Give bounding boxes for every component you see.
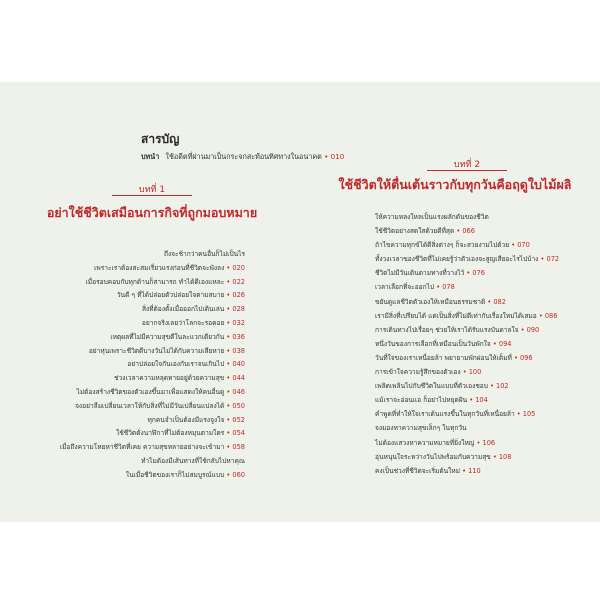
toc-entry-page: 066 [462, 227, 475, 236]
toc-entry: การเดินทางไปเรื่อยๆ ช่วยให้เราได้รับแรงบันดาลใจ • 090 [375, 325, 540, 334]
toc-entry: จงอย่าลืมเปลี่ยนเวลาให้กับสิ่งที่ไม่มีวันเปลี่ยนแปลงได้ • 050 [75, 401, 245, 410]
chapter-2-label: บทที่ 2 [453, 160, 481, 170]
toc-entry-text: วันดี ๆ ที่ได้ปล่อยตัวปล่อยใจตามสบาย [116, 291, 225, 300]
toc-entry: เรามีสิ่งที่เปรียบได้ แต่เป็นสิ่งที่ไม่ดีเท่ากับเรื่องใหม่ได้เสมอ • 086 [375, 311, 558, 320]
toc-entry-page: 036 [232, 332, 245, 341]
chapter-1-label: บทที่ 1 [138, 185, 166, 195]
toc-entry: คงเป็นช่วงที่ชีวิตจะเริ่มต้นใหม่ • 110 [375, 466, 481, 475]
toc-entry-page: 028 [232, 305, 245, 314]
toc-entry-text: การเดินทางไปเรื่อยๆ ช่วยให้เราได้รับแรงบันดาลใจ [375, 325, 519, 334]
toc-entry-page: 086 [544, 311, 558, 320]
toc-entry-text: การเข้าใจความรู้สึกของตัวเอง [375, 368, 461, 377]
toc-entry-page: 090 [526, 325, 540, 334]
toc-entry-text: อย่าปล่อยใจกันเองกับเราจนเกินไป [127, 360, 225, 369]
prologue-page: 010 [330, 152, 345, 161]
toc-entry [60, 455, 245, 469]
chapter-1-entries [60, 248, 245, 483]
toc-entry-text: เรามีสิ่งที่เปรียบได้ แต่เป็นสิ่งที่ไม่ดีเท่ากับเรื่องใหม่ได้เสมอ [375, 311, 537, 320]
toc-entry-text: อยากจริงเลยว่าโลกจะรอคอย [141, 318, 225, 327]
toc-entry-page: 058 [232, 443, 245, 452]
toc-entry-page: 050 [232, 401, 245, 410]
toc-entry: คำพูดที่ทำให้ใจเราเต้นแรงขึ้นในทุกวันที่เหนื่อยล้า • 105 [375, 410, 536, 419]
toc-entry: ขยันดูแลชีวิตตัวเองให้เหมือนธรรมชาติ • 082 [375, 297, 506, 306]
toc-entry-text: ไม่ต้องแสวงหาความหมายที่ยิ่งใหญ่ [375, 438, 475, 447]
toc-entry-page: 026 [232, 291, 245, 300]
toc-entry-text: ชีวิตไม่มีวันเดินตามทางที่วางไว้ [375, 269, 465, 278]
toc-entry-text: เพราะเราต้องสะสมเรี่ยวแรงก่อนที่ชีวิตจะพังลง [94, 263, 225, 272]
chapter-1-rule [112, 195, 192, 196]
toc-entry-page: 032 [232, 318, 245, 327]
toc-entry-page: 078 [442, 283, 455, 292]
right-page [300, 82, 600, 522]
toc-entry-page: 076 [472, 269, 485, 278]
toc-entry: ถ้าไขความทุกข์ได้ดีสิ่งต่างๆ ก็จะสวยงามไปด้วย • 070 [375, 241, 530, 250]
toc-entry: อย่าปล่อยใจกันเองกับเราจนเกินไป • 040 [127, 360, 245, 369]
toc-entry-text: ทุกคนจำเป็นต้องมีแรงจูงใจ [147, 415, 225, 424]
toc-entry-page: 044 [232, 374, 245, 383]
toc-entry: สิ่งที่ต้องตั้งเมื่อออกไปเดินเล่น • 028 [141, 305, 245, 314]
toc-entry: อุ่นหนุนใจระหว่างวันไปพร้อมกับความสุข • 108 [375, 452, 512, 461]
toc-entry: แม้เราจะอ่อนแอ ก็อย่าไปหยุดฝัน • 104 [375, 396, 488, 405]
toc-entry-page: 104 [475, 396, 488, 405]
toc-entry-text: จงมองหาความสุขเล็กๆ ในทุกวัน [375, 424, 467, 433]
toc-entry-page: 110 [468, 466, 481, 475]
toc-entry: วันดี ๆ ที่ได้ปล่อยตัวปล่อยใจตามสบาย • 026 [116, 291, 245, 300]
toc-entry-page: 094 [498, 339, 512, 348]
toc-entry-page: 072 [546, 255, 560, 264]
toc-entry: ช่วงเวลาความหลุดหายอยู่ด้วยความสุข • 044 [114, 374, 245, 383]
toc-entry: ชีวิตไม่มีวันเดินตามทางที่วางไว้ • 076 [375, 269, 485, 278]
toc-entry-text: อุ่นหนุนใจระหว่างวันไปพร้อมกับความสุข [375, 452, 491, 461]
toc-entry: เวลาเลือกที่จะออกไป • 078 [375, 283, 455, 292]
chapter-1-title: อย่าใช้ชีวิตเสมือนการกิจที่ถูกมอบหมาย [46, 205, 258, 220]
toc-entry-text: หนึ่งวันของการเลือกที่เหมือนเป็นวันพักใจ [375, 339, 491, 348]
toc-entry-page: 020 [232, 263, 245, 272]
toc-entry-page: 108 [498, 452, 512, 461]
toc-entry-text: คงเป็นช่วงที่ชีวิตจะเริ่มต้นใหม่ [375, 466, 461, 475]
toc-entry-page: 054 [232, 429, 245, 438]
toc-entry-text: ให้ความหลงใหลเป็นแรงผลักดันของชีวิต [375, 213, 489, 221]
toc-entry-text: อย่าหุ่นเพราะชีวิตดีบางวันไม่ได้กับความเสียหาย [88, 346, 225, 355]
toc-entry: การเข้าใจความรู้สึกของตัวเอง • 100 [375, 368, 482, 377]
chapter-2-rule [427, 170, 507, 171]
toc-entry-text: เพลิดเพลินไปกับชีวิตในแบบที่ตัวเองชอบ [375, 382, 488, 391]
toc-entry: ทั้งวงเวลาของชีวิตที่ไม่เคยรู้ว่าตัวเองจะสูญเสียอะไรไปบ้าง • 072 [375, 255, 560, 264]
toc-entry-text: วันที่ใจของเราเหนื่อยล้า พยายามพักผ่อนให้เต็มที่ [375, 353, 512, 362]
toc-entry: ทุกคนจำเป็นต้องมีแรงจูงใจ • 052 [147, 415, 245, 424]
toc-entry: หนึ่งวันของการเลือกที่เหมือนเป็นวันพักใจ • 094 [375, 339, 512, 348]
toc-entry-page: 038 [232, 346, 245, 355]
toc-entry-text: ใช้ชีวิตดั่งนาฬิกาที่ไม่ต้องหมุนตามใคร [116, 429, 225, 438]
toc-entry-text: ใช้ชีวิตอย่างสดใสด้วยดีที่สุด [375, 227, 455, 236]
toc-entry-text: แม้เราจะอ่อนแอ ก็อย่าไปหยุดฝัน [375, 396, 468, 405]
toc-entry-text: ขยันดูแลชีวิตตัวเองให้เหมือนธรรมชาติ [375, 297, 486, 306]
toc-entry: เพลิดเพลินไปกับชีวิตในแบบที่ตัวเองชอบ • 102 [375, 382, 509, 391]
toc-entry-text: คำพูดที่ทำให้ใจเราเต้นแรงขึ้นในทุกวันที่เหนื่อยล้า [375, 410, 515, 419]
toc-entry-text: สิ่งที่ต้องตั้งเมื่อออกไปเดินเล่น [141, 305, 225, 314]
toc-entry-text: ในเมื่อชีวิตของเราก็ไม่สมบูรณ์แบบ [125, 470, 225, 479]
toc-entry: ในเมื่อชีวิตของเราก็ไม่สมบูรณ์แบบ • 060 [125, 470, 245, 479]
toc-entry: อย่าหุ่นเพราะชีวิตดีบางวันไม่ได้กับความเสียหาย • 038 [88, 346, 245, 355]
toc-entry-text: เหตุผลที่ไม่มีความสุขดีในละแวกเดียวกัน [110, 332, 225, 341]
toc-entry-text: ทำไมต้องมีเส้นทางที่ใช้กลับไปหาคุณ [141, 456, 245, 465]
toc-entry: เพราะเราต้องสะสมเรี่ยวแรงก่อนที่ชีวิตจะพังลง • 020 [94, 263, 245, 272]
left-page [0, 82, 345, 522]
toc-entry-text: เมื่อถึงความโหยหาชีวิตที่เคย ความสุขหลายอย่างจะเข้ามา [59, 443, 225, 452]
toc-entry [375, 210, 559, 224]
toc-entry: อยากจริงเลยว่าโลกจะรอคอย • 032 [141, 318, 245, 327]
toc-entry-text: ถึงจะช้ากว่าคนอื่นก็ไม่เป็นไร [163, 250, 245, 258]
chapter-2-entries [375, 210, 559, 478]
prologue-text: ใช้อดีตที่ผ่านมาเป็นกระจกสะท้อนทิศทางในอนาคต [165, 152, 322, 161]
toc-entry-page: 046 [232, 387, 245, 396]
toc-entry: วันที่ใจของเราเหนื่อยล้า พยายามพักผ่อนให้เต็มที่ • 096 [375, 353, 533, 362]
book-spread [0, 82, 600, 522]
toc-entry-page: 060 [232, 470, 245, 479]
prologue-entry: บทนำ ใช้อดีตที่ผ่านมาเป็นกระจกสะท้อนทิศทางในอนาคต • 010 [141, 152, 345, 161]
toc-entry: เมื่อถึงความโหยหาชีวิตที่เคย ความสุขหลายอย่างจะเข้ามา • 058 [59, 443, 245, 452]
toc-entry-text: เมื่อรอบคอบกับทุกด้านก็สามารถ ทำได้ดีเองแหละ [85, 277, 225, 286]
toc-entry-page: 082 [493, 297, 506, 306]
toc-entry-page: 105 [522, 410, 536, 419]
toc-entry-page: 040 [232, 360, 245, 369]
toc-entry-page: 102 [496, 382, 509, 391]
toc-entry: เมื่อรอบคอบกับทุกด้านก็สามารถ ทำได้ดีเองแหละ • 022 [85, 277, 245, 286]
toc-entry: ใช้ชีวิตอย่างสดใสด้วยดีที่สุด • 066 [375, 227, 475, 236]
toc-entry: ใช้ชีวิตดั่งนาฬิกาที่ไม่ต้องหมุนตามใคร • 054 [116, 429, 245, 438]
toc-entry-page: 022 [232, 277, 245, 286]
chapter-2-title: ใช้ชีวิตให้ตื่นเต้นราวกับทุกวันคือฤดูใบไม้ผลิ [338, 177, 572, 192]
toc-entry-text: ทั้งวงเวลาของชีวิตที่ไม่เคยรู้ว่าตัวเองจะสูญเสียอะไรไปบ้าง [375, 255, 539, 264]
toc-entry-page: 106 [482, 438, 496, 447]
toc-entry [375, 421, 559, 435]
toc-entry-text: เวลาเลือกที่จะออกไป [375, 283, 435, 292]
prologue-label: บทนำ [141, 152, 160, 161]
toc-entry: เหตุผลที่ไม่มีความสุขดีในละแวกเดียวกัน • 036 [110, 332, 245, 341]
toc-entry: ไม่ต้องแสวงหาความหมายที่ยิ่งใหญ่ • 106 [375, 438, 496, 447]
toc-entry-text: จงอย่าลืมเปลี่ยนเวลาให้กับสิ่งที่ไม่มีวันเปลี่ยนแปลงได้ [75, 401, 225, 410]
toc-entry-text: ไม่ต้องสร้างชีวิตของตัวเองขึ้นมาเพื่อแสดงให้คนอื่นดู [76, 387, 225, 396]
toc-entry-text: ถ้าไขความทุกข์ได้ดีสิ่งต่างๆ ก็จะสวยงามไปด้วย [375, 241, 510, 250]
toc-entry-page: 100 [468, 368, 482, 377]
toc-entry-text: ช่วงเวลาความหลุดหายอยู่ด้วยความสุข [114, 374, 225, 383]
toc-entry: ไม่ต้องสร้างชีวิตของตัวเองขึ้นมาเพื่อแสดงให้คนอื่นดู • 046 [76, 387, 245, 396]
toc-title: สารบัญ [141, 132, 180, 146]
toc-entry-page: 052 [232, 415, 245, 424]
toc-entry-page: 070 [517, 241, 530, 250]
toc-entry-page: 096 [519, 353, 533, 362]
toc-entry [60, 248, 245, 262]
